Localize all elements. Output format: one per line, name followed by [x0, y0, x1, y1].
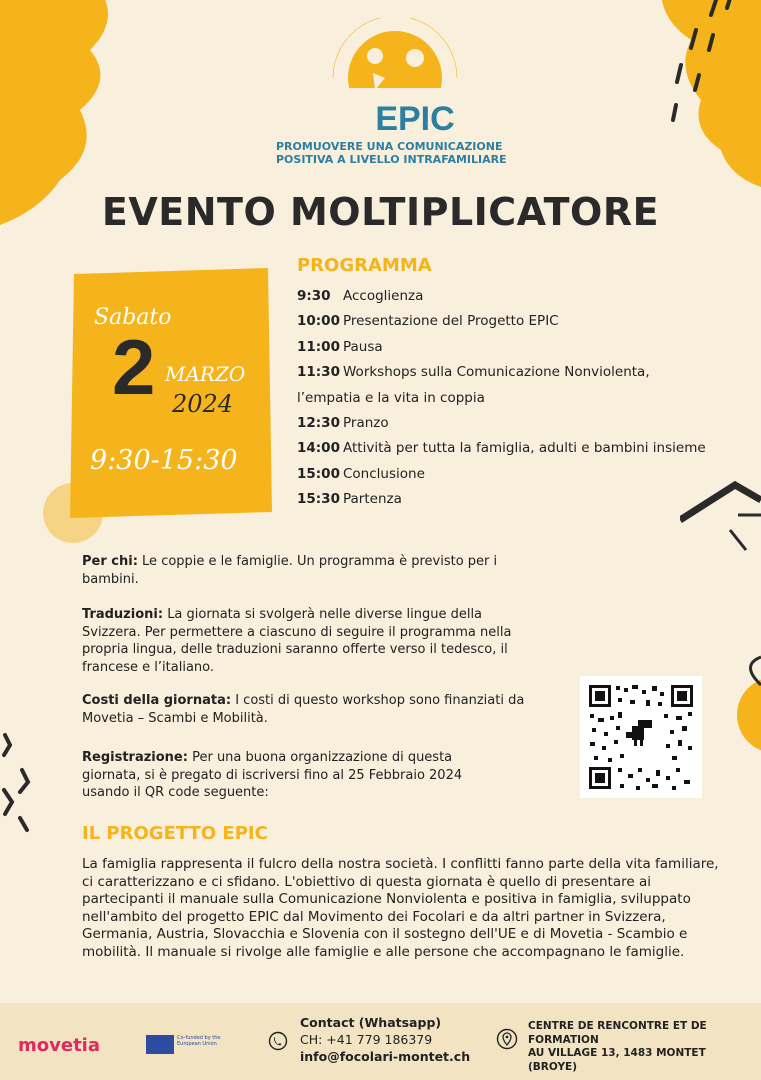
- date-weekday: Sabato: [94, 305, 172, 330]
- address-line1: CENTRE DE RENCONTRE ET DE: [528, 1020, 707, 1032]
- qr-code[interactable]: [580, 676, 702, 798]
- circle-decoration-right: [735, 655, 761, 765]
- programma-item: 11:00 Pausa: [297, 338, 383, 355]
- eu-cofunded-text: Co-funded by the European Union: [177, 1035, 221, 1047]
- eu-flag-icon: [146, 1035, 174, 1054]
- date-day: 2: [112, 323, 156, 411]
- page-title: EVENTO MOLTIPLICATORE: [101, 190, 660, 234]
- contact-email[interactable]: info@focolari-montet.ch: [300, 1049, 471, 1064]
- programma-list: [297, 284, 747, 513]
- date-year: 2024: [172, 390, 234, 418]
- info-per-chi: Per chi: Le coppie e le famiglie. Un programma è previsto per i bambini.: [82, 554, 498, 587]
- info-costi: Costi della giornata: I costi di questo workshop sono finanziati da Movetia – Scambi e Mobilità.: [82, 693, 525, 726]
- programma-item: 14:00 Attività per tutta la famiglia, adulti e bambini insieme: [297, 440, 706, 457]
- paint-splash-top-right: [621, 0, 761, 200]
- programma-item: 10:00 Presentazione del Progetto EPIC: [297, 313, 559, 330]
- programma-item: 9:30 Accoglienza: [297, 288, 424, 304]
- contact-title: Contact (Whatsapp): [300, 1015, 442, 1030]
- programma-item: 11:30 Workshops sulla Comunicazione Nonviolenta,: [297, 364, 650, 381]
- squiggle-decoration-left: [0, 730, 36, 840]
- info-traduzioni: Traduzioni: La giornata si svolgerà nelle diverse lingue della Svizzera. Per permettere a ciascuno di seguire il programma nella propria lingua, delle traduzioni saranno offerte verso il tedesco, il francese e l’italiano.: [82, 607, 512, 675]
- logo-subtitle-line2: POSITIVA A LIVELLO INTRAFAMILIARE: [276, 153, 507, 166]
- logo-subtitle-line1: PROMUOVERE UNA COMUNICAZIONE: [276, 140, 503, 153]
- contact-phone[interactable]: CH: +41 779 186379: [300, 1032, 433, 1047]
- programma-item: 15:00 Conclusione: [297, 465, 425, 482]
- programma-item: 12:30 Pranzo: [297, 415, 389, 432]
- programma-item-continuation: l’empatia e la vita in coppia: [297, 389, 485, 406]
- address-block: [528, 1020, 738, 1074]
- info-registrazione: Registrazione: Per una buona organizzazione di questa giornata, si è pregato di iscriversi fino al 25 Febbraio 2024 usando il QR code seguente:: [82, 750, 463, 800]
- circle-decoration-left: [42, 482, 104, 544]
- movetia-logo: movetia: [18, 1035, 100, 1056]
- epic-logo: [315, 18, 475, 138]
- date-month: MARZO: [165, 362, 246, 386]
- date-hours: 9:30-15:30: [90, 445, 238, 476]
- logo-name: EPIC: [375, 100, 455, 138]
- programma-item: 15:30 Partenza: [297, 491, 402, 508]
- progetto-text: La famiglia rappresenta il fulcro della nostra società. I conflitti fanno parte della vita familiare, ci caratterizzano e ci sfidano. L'obiettivo di questa giornata è quello di presentare ai partecipanti il manuale sulla Comunicazione Nonviolenta e positiva in famiglia, sviluppato nell'ambito del progetto EPIC dal Movimento dei Focolari e da altri partner in Svizzera, Germania, Austria, Slovacchia e Slovenia con il sostegno dell'UE e di Movetia - Scambio e mobilità. Il manuale si rivolge alle famiglie e alle persone che accompagnano le famiglie.: [82, 856, 719, 960]
- contact-block: [300, 1014, 470, 1065]
- address-line2: FORMATION: [528, 1033, 599, 1046]
- progetto-title: IL PROGETTO EPIC: [82, 823, 268, 844]
- programma-title: PROGRAMMA: [297, 255, 432, 276]
- location-icon: [496, 1028, 518, 1050]
- phone-icon: [268, 1031, 288, 1051]
- logo-subtitle: [276, 140, 536, 166]
- address-line3: AU VILLAGE 13, 1483 MONTET (BROYE): [528, 1047, 706, 1073]
